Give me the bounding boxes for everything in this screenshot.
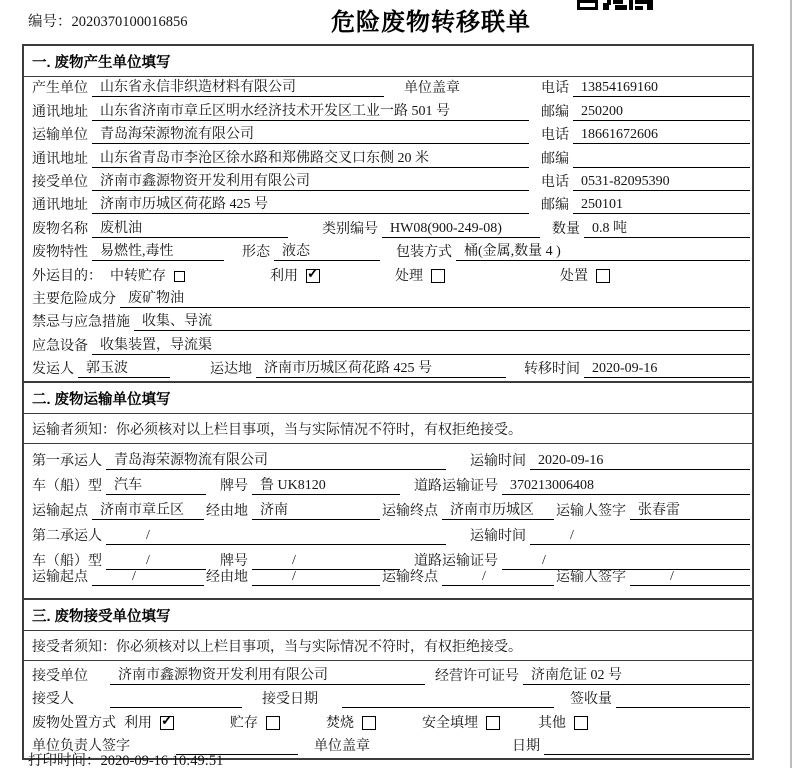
vehicle-type-label: 车（船）型	[32, 554, 102, 570]
origin-label: 运输起点	[32, 570, 88, 586]
checkbox-label: 处理	[395, 268, 423, 284]
receive-person-label: 接受人	[32, 692, 74, 708]
form-row-equipment	[24, 334, 752, 357]
receive-unit-value: 济南市鑫源物资开发利用有限公司	[110, 667, 425, 685]
checkbox	[266, 716, 280, 730]
end-label: 运输终点	[382, 504, 438, 520]
characteristics-value: 易燃性,毒性	[92, 243, 224, 261]
serial-label: 编号：	[28, 14, 72, 30]
receive-person-value	[110, 707, 242, 708]
date-value	[544, 754, 750, 755]
consignor-value: 郭玉波	[78, 360, 170, 378]
zip-value	[573, 167, 750, 168]
manifest-form	[22, 44, 754, 760]
phone-label: 电话	[541, 81, 569, 97]
section-1-title: 一. 废物产生单位填写	[24, 46, 752, 77]
origin-value: /	[92, 568, 204, 586]
transporter-sign-label: 运输人签字	[556, 570, 626, 586]
consignor-label: 发运人	[32, 362, 74, 378]
qr-code-fragment	[577, 0, 653, 10]
checkbox	[574, 716, 588, 730]
vehicle-type-value: 汽车	[106, 477, 206, 495]
via-value: 济南	[252, 502, 380, 520]
form-row-address	[24, 100, 752, 123]
receiver-label: 接受单位	[32, 174, 88, 190]
phone-value: 13854169160	[573, 79, 750, 97]
form-title: 危险废物转移联单	[331, 9, 531, 36]
transfer-time-label: 转移时间	[524, 362, 580, 378]
taboo-label: 禁忌与应急措施	[32, 315, 130, 331]
transport-time-value: /	[530, 527, 750, 545]
transport-time-value: 2020-09-16	[530, 452, 750, 470]
transport-time-label: 运输时间	[470, 454, 526, 470]
checkbox	[306, 269, 320, 283]
phone-group	[539, 173, 750, 191]
equipment-label: 应急设备	[32, 338, 88, 354]
address-value: 济南市历城区荷花路 425 号	[92, 196, 529, 214]
destination-value: 济南市历城区荷花路 425 号	[256, 360, 506, 378]
receiver-value: 济南市鑫源物资开发利用有限公司	[92, 173, 529, 191]
form-state-value: 液态	[274, 243, 380, 261]
plate-label: 牌号	[220, 479, 248, 495]
producer-value: 山东省永信非织造材料有限公司	[92, 79, 384, 97]
form-row-taboo	[24, 311, 752, 334]
checkbox-label: 安全填埋	[422, 715, 478, 731]
zip-label: 邮编	[541, 198, 569, 214]
road-license-value: 370213006408	[502, 477, 750, 495]
address-value: 山东省青岛市李沧区徐水路和郑佛路交叉口东侧 20 米	[92, 150, 529, 168]
print-time-line	[28, 749, 223, 768]
carrier1-label: 第一承运人	[32, 454, 102, 470]
phone-value: 18661672606	[573, 126, 750, 144]
print-time-value: 2020-09-16 10:49:51	[100, 753, 224, 768]
disposal-option	[538, 715, 588, 732]
carrier2-label: 第二承运人	[32, 529, 102, 545]
print-time-label: 打印时间：	[28, 753, 101, 768]
disposal-option	[422, 715, 538, 732]
via-value: /	[252, 568, 380, 586]
receive-unit-label: 接受单位	[32, 668, 88, 684]
form-row-route1	[24, 498, 752, 523]
checkbox	[431, 269, 445, 283]
disposal-label: 废物处置方式	[32, 715, 116, 731]
zip-group	[539, 103, 750, 121]
destination-label: 运达地	[210, 362, 252, 378]
checkbox-label: 利用	[270, 268, 298, 284]
form-row-receive-unit	[24, 664, 752, 688]
phone-group	[539, 79, 750, 97]
vehicle-type-label: 车（船）型	[32, 479, 102, 495]
purpose-option	[110, 268, 270, 285]
page-edge-line	[790, 0, 792, 768]
form-row-address	[24, 194, 752, 217]
waste-name-value: 废机油	[92, 220, 288, 238]
form-state-label: 形态	[242, 245, 270, 261]
category-label: 类别编号	[322, 221, 378, 237]
form-row-carrier1	[24, 448, 752, 473]
transporter-value: 青岛海荣源物流有限公司	[92, 126, 529, 144]
received-amount-value	[616, 707, 750, 708]
zip-value: 250200	[573, 103, 750, 121]
date-label: 日期	[512, 739, 540, 755]
unit-seal-label: 单位盖章	[314, 739, 370, 755]
responsible-sign-label: 单位负责人签字	[32, 739, 130, 755]
section-3-title: 三. 废物接受单位填写	[24, 600, 752, 631]
checkbox	[160, 716, 174, 730]
plate-label: 牌号	[220, 554, 248, 570]
receiver-notice: 接受者须知：你必须核对以上栏目事项，当与实际情况不符时，有权拒绝接受。	[24, 631, 752, 661]
transporter-sign-value: /	[630, 568, 750, 586]
end-value: 济南市历城区	[442, 502, 554, 520]
plate-value: /	[252, 552, 400, 570]
checkbox-label: 中转贮存	[110, 268, 166, 284]
form-row-vehicle1	[24, 473, 752, 498]
form-row-waste-name	[24, 217, 752, 240]
producer-label: 产生单位	[32, 81, 88, 97]
form-row-consignor	[24, 358, 752, 381]
purpose-label: 外运目的：	[32, 268, 102, 284]
serial-line	[28, 10, 188, 31]
hazard-value: 废矿物油	[120, 290, 750, 308]
transporter-sign-label: 运输人签字	[556, 504, 626, 520]
checkbox	[362, 716, 376, 730]
transporter-label: 运输单位	[32, 128, 88, 144]
transfer-time-value: 2020-09-16	[584, 360, 750, 378]
phone-label: 电话	[541, 128, 569, 144]
purpose-option	[270, 268, 395, 285]
address-label: 通讯地址	[32, 104, 88, 120]
via-label: 经由地	[206, 504, 248, 520]
form-row-carrier2	[24, 523, 752, 548]
address-value: 山东省济南市章丘区明水经济技术开发区工业一路 501 号	[92, 103, 529, 121]
form-row-characteristics	[24, 241, 752, 264]
quantity-label: 数量	[552, 221, 580, 237]
address-label: 通讯地址	[32, 198, 88, 214]
checkbox-label: 其他	[538, 715, 566, 731]
transporter-notice: 运输者须知：你必须核对以上栏目事项，当与实际情况不符时，有权拒绝接受。	[24, 414, 752, 444]
hazard-label: 主要危险成分	[32, 291, 116, 307]
disposal-option	[326, 715, 422, 732]
checkbox-label: 处置	[560, 268, 588, 284]
waste-name-label: 废物名称	[32, 221, 88, 237]
purpose-option	[560, 268, 610, 285]
zip-group	[539, 151, 750, 168]
zip-label: 邮编	[541, 151, 569, 167]
form-row-purpose	[24, 264, 752, 287]
form-row-disposal	[24, 711, 752, 735]
zip-label: 邮编	[541, 104, 569, 120]
section-transporter	[22, 381, 754, 600]
road-license-label: 道路运输证号	[414, 554, 498, 570]
received-amount-label: 签收量	[570, 692, 612, 708]
form-row-route2	[24, 569, 752, 598]
taboo-value: 收集、导流	[134, 313, 750, 331]
end-value: /	[442, 568, 554, 586]
carrier1-value: 青岛海荣源物流有限公司	[106, 452, 446, 470]
vehicle-type-value: /	[106, 552, 206, 570]
seal-label: 单位盖章	[404, 81, 460, 97]
checkbox	[486, 716, 500, 730]
characteristics-label: 废物特性	[32, 245, 88, 261]
end-label: 运输终点	[382, 570, 438, 586]
disposal-option	[230, 715, 326, 732]
road-license-label: 道路运输证号	[414, 479, 498, 495]
form-row-transporter	[24, 124, 752, 147]
phone-label: 电话	[541, 174, 569, 190]
packing-label: 包装方式	[396, 245, 452, 261]
address-label: 通讯地址	[32, 151, 88, 167]
road-license-value: /	[502, 552, 750, 570]
section-2-title: 二. 废物运输单位填写	[24, 383, 752, 414]
category-value: HW08(900-249-08)	[382, 220, 540, 238]
receive-date-value	[342, 707, 554, 708]
phone-value: 0531-82095390	[573, 173, 750, 191]
zip-value: 250101	[573, 196, 750, 214]
packing-value: 桶(金属,数量 4 )	[456, 243, 750, 261]
transport-time-label: 运输时间	[470, 529, 526, 545]
section-producer	[22, 44, 754, 383]
transporter-sign-value: 张春雷	[630, 502, 750, 520]
checkbox	[596, 269, 610, 283]
form-row-receiver	[24, 171, 752, 194]
plate-value: 鲁 UK8120	[252, 477, 400, 495]
serial-number: 2020370100016856	[71, 14, 188, 30]
permit-label: 经营许可证号	[435, 668, 519, 684]
carrier2-value: /	[106, 527, 446, 545]
phone-group	[539, 126, 750, 144]
checkbox-label: 贮存	[230, 715, 258, 731]
form-row-producer	[24, 77, 752, 100]
section-receiver	[22, 598, 754, 760]
equipment-value: 收集装置，导流渠	[92, 337, 750, 355]
permit-value: 济南危证 02 号	[523, 667, 750, 685]
receive-date-label: 接受日期	[262, 692, 318, 708]
checkbox	[174, 271, 185, 282]
disposal-option	[124, 715, 230, 732]
quantity-value: 0.8 吨	[584, 220, 750, 238]
form-row-address	[24, 147, 752, 170]
origin-value: 济南市章丘区	[92, 502, 204, 520]
checkbox-label: 利用	[124, 715, 152, 731]
form-row-hazard	[24, 288, 752, 311]
purpose-option	[395, 268, 560, 285]
origin-label: 运输起点	[32, 504, 88, 520]
via-label: 经由地	[206, 570, 248, 586]
checkbox-label: 焚烧	[326, 715, 354, 731]
zip-group	[539, 196, 750, 214]
form-row-receive-person	[24, 688, 752, 712]
